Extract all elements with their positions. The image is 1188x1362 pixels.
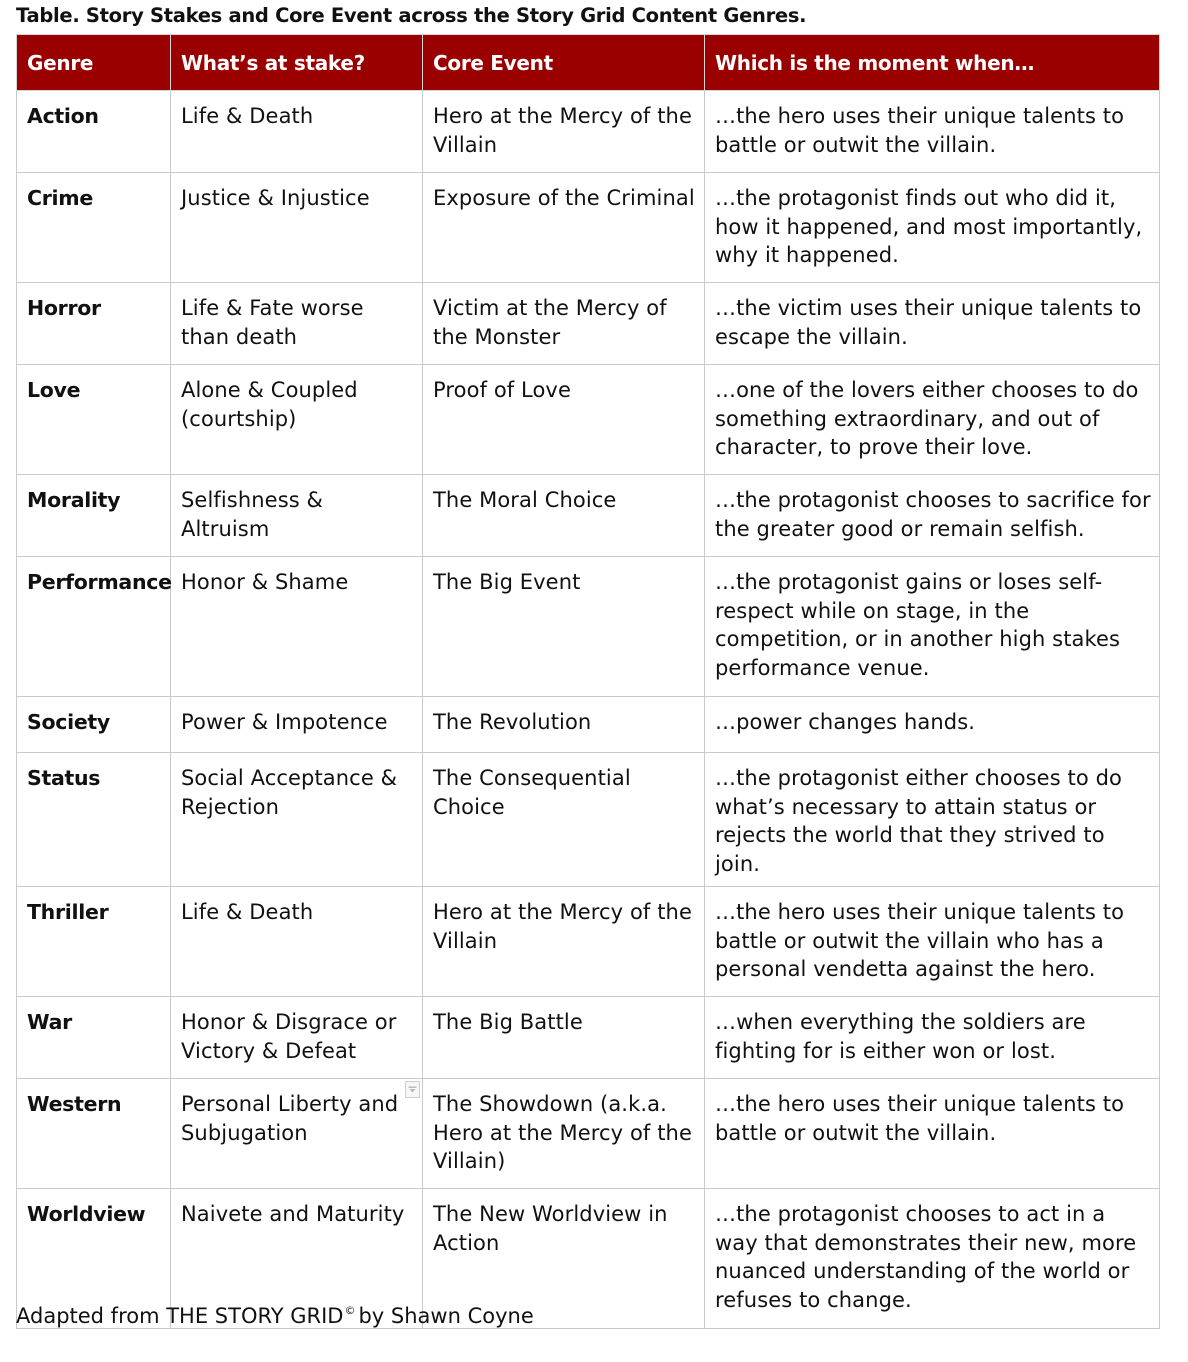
core-event-cell: The Consequential Choice xyxy=(423,753,705,887)
header-moment: Which is the moment when… xyxy=(705,35,1160,91)
table-row xyxy=(17,283,1160,365)
header-stake: What’s at stake? xyxy=(171,35,423,91)
table-caption: Table. Story Stakes and Core Event across the Story Grid Content Genres. xyxy=(16,4,807,27)
stake-cell: Power & Impotence xyxy=(171,697,423,753)
stake-cell: Justice & Injustice xyxy=(171,173,423,283)
stake-cell: Life & Death xyxy=(171,887,423,997)
moment-cell: …one of the lovers either chooses to do something extraordinary, and out of character, to prove their love. xyxy=(705,365,1160,475)
genre-cell: Thriller xyxy=(17,887,171,997)
genre-cell: War xyxy=(17,997,171,1079)
table-row xyxy=(17,997,1160,1079)
core-event-cell: The Big Battle xyxy=(423,997,705,1079)
header-genre: Genre xyxy=(17,35,171,91)
attribution-prefix: Adapted from THE STORY GRID xyxy=(16,1304,344,1328)
moment-cell: …the hero uses their unique talents to battle or outwit the villain. xyxy=(705,91,1160,173)
core-event-cell: Hero at the Mercy of the Villain xyxy=(423,887,705,997)
core-event-cell: The Revolution xyxy=(423,697,705,753)
table-row xyxy=(17,91,1160,173)
table-row xyxy=(17,753,1160,887)
header-core-event: Core Event xyxy=(423,35,705,91)
genres-table xyxy=(16,34,1160,1329)
moment-cell: …the victim uses their unique talents to escape the villain. xyxy=(705,283,1160,365)
genre-cell: Crime xyxy=(17,173,171,283)
chevron-down-icon xyxy=(408,1086,417,1093)
table-row xyxy=(17,475,1160,557)
core-event-cell: The Showdown (a.k.a. Hero at the Mercy of the Villain) xyxy=(423,1079,705,1189)
table-row xyxy=(17,697,1160,753)
genre-cell: Love xyxy=(17,365,171,475)
core-event-cell: Exposure of the Criminal xyxy=(423,173,705,283)
moment-cell: …the protagonist chooses to sacrifice for the greater good or remain selfish. xyxy=(705,475,1160,557)
table-row xyxy=(17,365,1160,475)
stake-cell: Life & Death xyxy=(171,91,423,173)
genre-cell: Worldview xyxy=(17,1189,171,1329)
core-event-cell: Victim at the Mercy of the Monster xyxy=(423,283,705,365)
table-row xyxy=(17,173,1160,283)
header-row xyxy=(17,35,1160,91)
moment-cell: …the hero uses their unique talents to battle or outwit the villain who has a personal vendetta against the hero. xyxy=(705,887,1160,997)
moment-cell: …the protagonist finds out who did it, how it happened, and most importantly, why it happened. xyxy=(705,173,1160,283)
moment-cell: …the hero uses their unique talents to battle or outwit the villain. xyxy=(705,1079,1160,1189)
stake-cell: Honor & Disgrace or Victory & Defeat xyxy=(171,997,423,1079)
stake-cell: Selfishness & Altruism xyxy=(171,475,423,557)
copyright-symbol: © xyxy=(344,1304,356,1317)
genre-cell: Performance xyxy=(17,557,171,697)
stake-cell: Social Acceptance & Rejection xyxy=(171,753,423,887)
attribution-suffix: by Shawn Coyne xyxy=(358,1304,534,1328)
genre-cell: Society xyxy=(17,697,171,753)
table-row xyxy=(17,557,1160,697)
genre-cell: Action xyxy=(17,91,171,173)
moment-cell: …the protagonist gains or loses self-respect while on stage, in the competition, or in another high stakes performance venue. xyxy=(705,557,1160,697)
core-event-cell: The Moral Choice xyxy=(423,475,705,557)
table-row xyxy=(17,1079,1160,1189)
moment-cell: …the protagonist chooses to act in a way that demonstrates their new, more nuanced understanding of the world or refuses to change. xyxy=(705,1189,1160,1329)
stake-text: Personal Liberty and Subjugation xyxy=(181,1092,399,1145)
genre-cell: Western xyxy=(17,1079,171,1189)
stake-cell: Honor & Shame xyxy=(171,557,423,697)
core-event-cell: Hero at the Mercy of the Villain xyxy=(423,91,705,173)
table-row xyxy=(17,887,1160,997)
moment-cell: …when everything the soldiers are fighting for is either won or lost. xyxy=(705,997,1160,1079)
genre-cell: Morality xyxy=(17,475,171,557)
cell-dropdown-icon[interactable] xyxy=(405,1081,420,1098)
stake-cell: Naivete and Maturity xyxy=(171,1189,423,1329)
core-event-cell: The New Worldview in Action xyxy=(423,1189,705,1329)
core-event-cell: The Big Event xyxy=(423,557,705,697)
stake-cell xyxy=(171,1079,423,1189)
genre-cell: Status xyxy=(17,753,171,887)
attribution xyxy=(16,1304,534,1328)
stake-cell: Life & Fate worse than death xyxy=(171,283,423,365)
core-event-cell: Proof of Love xyxy=(423,365,705,475)
moment-cell: …power changes hands. xyxy=(705,697,1160,753)
moment-cell: …the protagonist either chooses to do what’s necessary to attain status or rejects the world that they strived to join. xyxy=(705,753,1160,887)
genre-cell: Horror xyxy=(17,283,171,365)
stake-cell: Alone & Coupled (courtship) xyxy=(171,365,423,475)
